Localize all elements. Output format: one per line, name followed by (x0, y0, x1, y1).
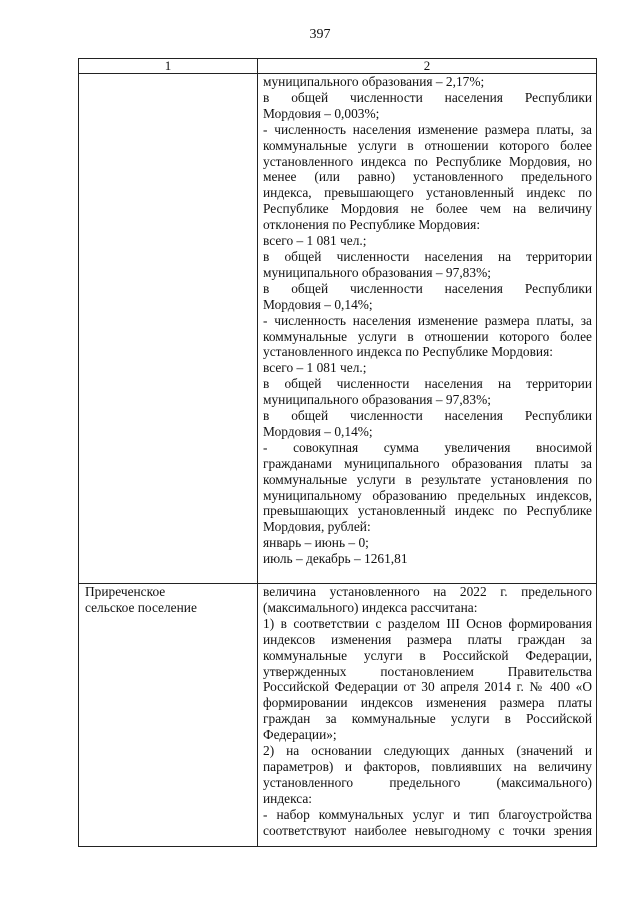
text-line: январь – июнь – 0; (263, 535, 369, 551)
text-line: коммунальные услуги в результате установления по (263, 471, 592, 487)
text-line: в общей численности населения Республики (263, 280, 592, 296)
text-line: муниципального образования – 2,17%; (263, 74, 485, 89)
text-line: Республике Мордовия не более чем на величину (263, 201, 592, 217)
text-line: муниципального образования – 97,83%; (263, 392, 491, 408)
text-line: утвержденных постановлением Правительства (263, 663, 592, 679)
text-line: (максимального) индекса рассчитана: (263, 599, 478, 615)
text-line: гражданами муниципального образования платы за (263, 455, 592, 471)
text-line: муниципального образования – 97,83%; (263, 264, 491, 280)
text-line: Федерации»; (263, 727, 337, 743)
text-line: коммунальные услуги в отношении которого более (263, 328, 592, 344)
table-row (79, 74, 597, 584)
text-line: в общей численности населения на территории (263, 248, 592, 264)
text-line: 1) в соответствии с разделом III Основ формирования (263, 615, 592, 631)
text-line: параметров) и факторов, повлиявших на величину (263, 758, 592, 774)
table-header-row (79, 59, 597, 74)
municipality-name-line: сельское поселение (85, 599, 197, 615)
text-line: - совокупная сумма увеличения вносимой (263, 439, 592, 455)
text-line: коммунальные услуги в отношении которого более (263, 137, 592, 153)
table-row (79, 584, 597, 847)
description-cell (258, 584, 597, 847)
text-line: отклонения по Республике Мордовия: (263, 217, 481, 233)
text-line: индекса: (263, 790, 313, 806)
table-header-col-1: 1 (79, 59, 258, 74)
text-line: 2) на основании следующих данных (значений и (263, 743, 592, 759)
text-line: муниципальному образованию предельных индексов, (263, 487, 592, 503)
municipality-name-line: Приреченское (85, 584, 166, 599)
text-line: Мордовия – 0,14%; (263, 423, 373, 439)
text-line: июль – декабрь – 1261,81 (263, 551, 408, 567)
text-line: Мордовия, рублей: (263, 519, 371, 535)
table-header-col-2: 2 (258, 59, 597, 74)
text-line: Мордовия – 0,003%; (263, 105, 380, 121)
text-line: всего – 1 081 чел.; (263, 233, 367, 249)
text-line: в общей численности населения Республики (263, 408, 592, 424)
text-line: - численность населения изменение размера платы, за (263, 312, 592, 328)
text-line: индекса, превышающего установленный индекс по (263, 185, 592, 201)
text-line: граждан за коммунальные услуги в Российской (263, 711, 592, 727)
text-line: - набор коммунальных услуг и тип благоустройства (263, 806, 592, 822)
text-line: коммунальные услуги в Российской Федерации, (263, 647, 592, 663)
document-table (78, 58, 597, 847)
description-cell (258, 74, 597, 584)
text-line: всего – 1 081 чел.; (263, 360, 367, 376)
text-line: установленного предельного (максимального) (263, 774, 592, 790)
text-line: Российской Федерации от 30 апреля 2014 г. № 400 «О (263, 679, 592, 695)
page-number: 397 (309, 27, 331, 42)
municipality-cell (79, 584, 258, 847)
text-line: соответствуют наиболее невыгодному с точки зрения (263, 822, 592, 838)
text-line: индексов изменения размера платы граждан за (263, 631, 592, 647)
text-line: менее (или равно) установленного предельного (263, 169, 592, 185)
text-line: - численность населения изменение размера платы, за (263, 121, 592, 137)
municipality-cell (79, 74, 258, 584)
text-line: установленного индекса по Республике Мордовия: (263, 344, 553, 360)
text-line: величина установленного на 2022 г. предельного (263, 584, 592, 599)
text-line: Мордовия – 0,14%; (263, 296, 373, 312)
text-line: установленного индекса по Республике Мордовия, но (263, 153, 592, 169)
text-line: формировании индексов изменения размера платы (263, 695, 592, 711)
text-line: в общей численности населения Республики (263, 89, 592, 105)
text-line: в общей численности населения на территории (263, 376, 592, 392)
text-line: превышающих установленный индекс по Республике (263, 503, 592, 519)
